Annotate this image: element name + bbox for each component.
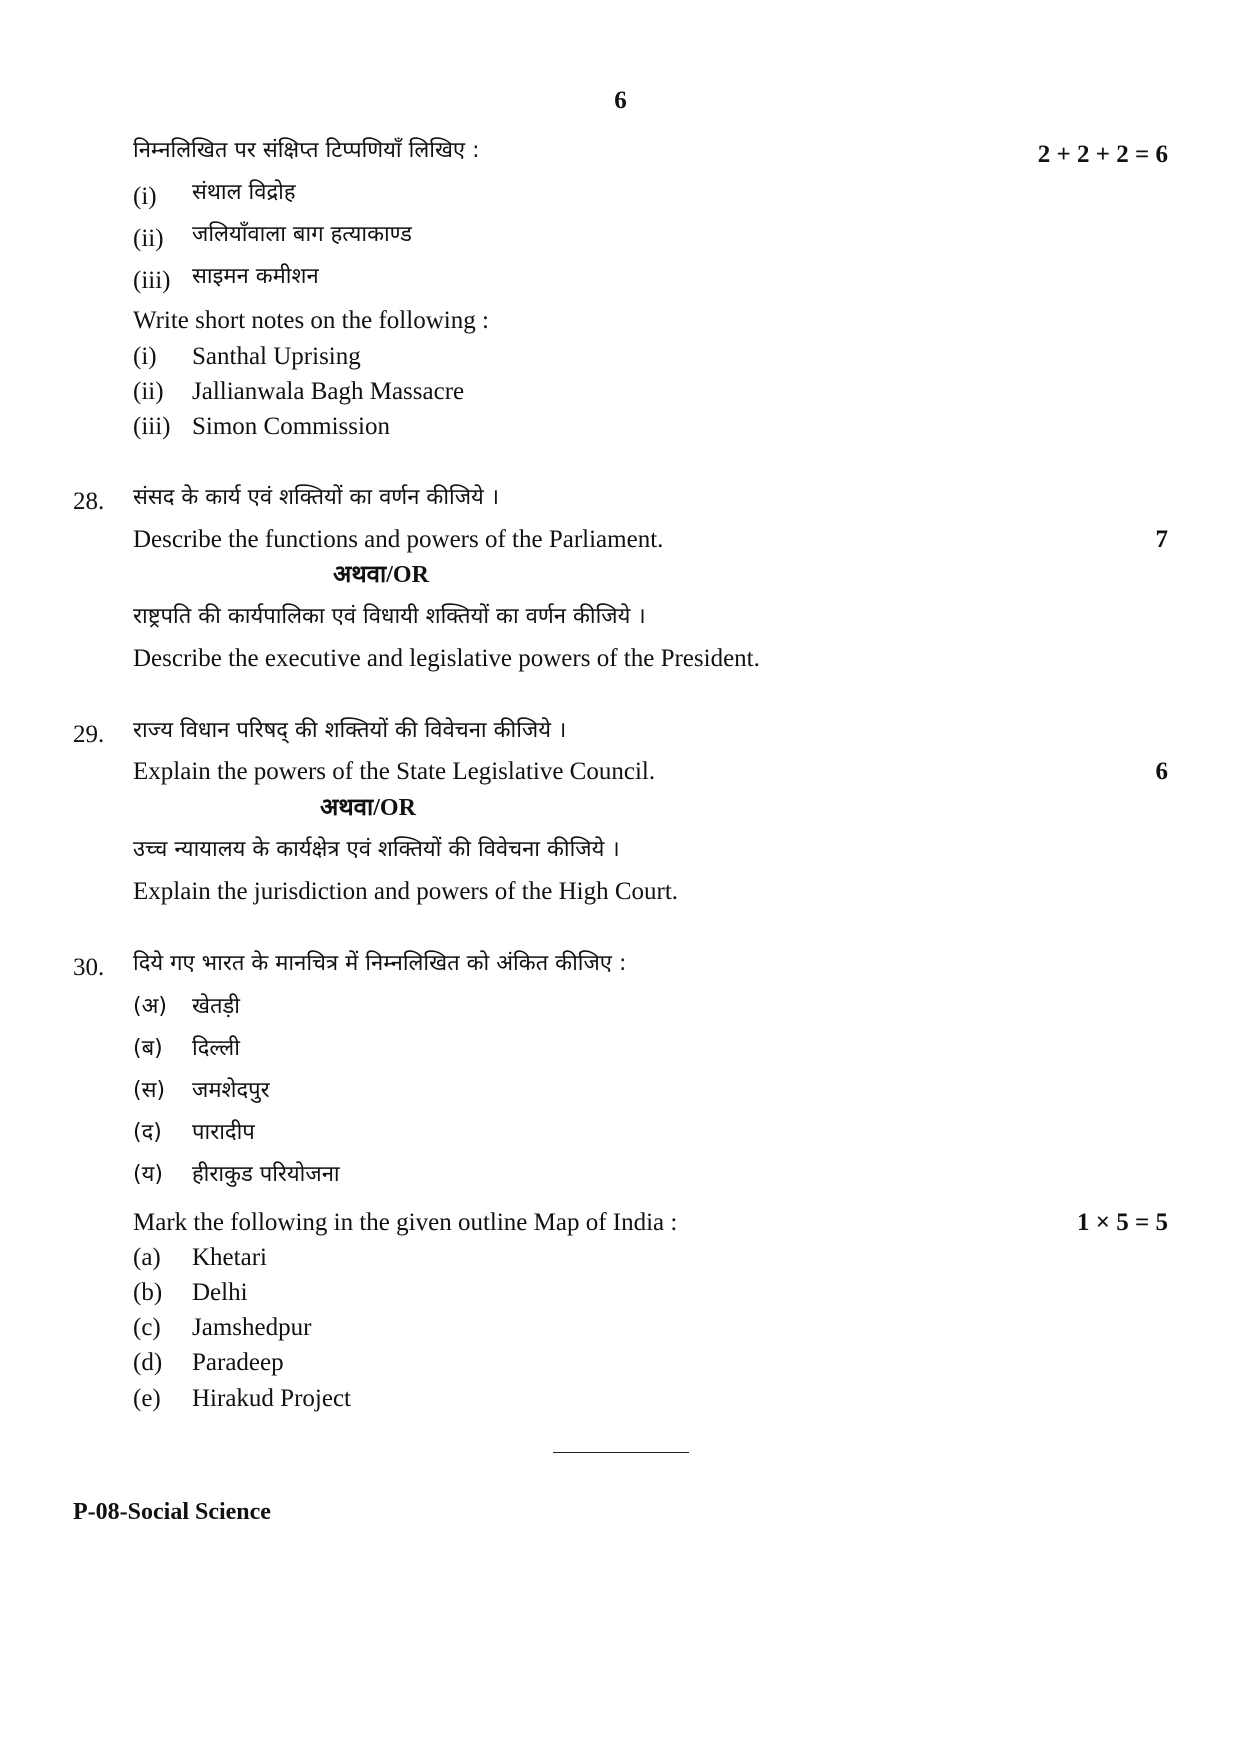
q30-hindi-item-2: दिल्ली	[192, 1036, 240, 1061]
q30-english-label-3: (c)	[133, 1314, 161, 1341]
q29-marks: 6	[1155, 758, 1168, 785]
q30-english-item-4: Paradeep	[192, 1349, 284, 1376]
q30-number: 30.	[73, 954, 105, 981]
q30-english-label-2: (b)	[133, 1279, 163, 1306]
q30-english-label-1: (a)	[133, 1244, 161, 1271]
q28-english-alt: Describe the executive and legislative powers of the President.	[133, 645, 760, 672]
q30-hindi-item-4: पारादीप	[192, 1120, 255, 1145]
q27-hindi-prompt: निम्नलिखित पर संक्षिप्त टिप्पणियाँ लिखिए :	[133, 138, 480, 163]
q27-hindi-item-1: संथाल विद्रोह	[192, 180, 296, 205]
q30-hindi-label-2: (ब)	[133, 1036, 163, 1061]
q30-marks: 1 × 5 = 5	[1077, 1209, 1168, 1236]
q28-hindi-alt: राष्ट्रपति की कार्यपालिका एवं विधायी शक्तियों का वर्णन कीजिये ।	[133, 604, 646, 629]
q27-hindi-label-1: (i)	[133, 183, 157, 210]
q28-marks: 7	[1155, 526, 1168, 553]
q30-hindi-label-5: (य)	[133, 1162, 163, 1187]
q29-number: 29.	[73, 721, 105, 748]
q30-english-label-5: (e)	[133, 1385, 161, 1412]
q28-hindi-question: संसद के कार्य एवं शक्तियों का वर्णन कीजिये ।	[133, 485, 500, 510]
q30-english-item-1: Khetari	[192, 1244, 267, 1271]
q30-english-label-4: (d)	[133, 1349, 163, 1376]
q27-hindi-label-3: (iii)	[133, 267, 171, 294]
q27-english-label-1: (i)	[133, 343, 157, 370]
q30-hindi-label-3: (स)	[133, 1078, 166, 1103]
q30-english-prompt: Mark the following in the given outline Map of India :	[133, 1209, 678, 1236]
q30-english-item-2: Delhi	[192, 1279, 248, 1306]
q27-english-label-3: (iii)	[133, 413, 171, 440]
footer-code: P-08-Social Science	[73, 1499, 271, 1525]
q30-english-item-3: Jamshedpur	[192, 1314, 312, 1341]
q28-english-question: Describe the functions and powers of the Parliament.	[133, 526, 664, 553]
q29-english-alt: Explain the jurisdiction and powers of the High Court.	[133, 878, 679, 905]
q29-english-question: Explain the powers of the State Legislative Council.	[133, 758, 656, 785]
q27-marks: 2 + 2 + 2 = 6	[1037, 141, 1168, 168]
q27-english-item-2: Jallianwala Bagh Massacre	[192, 378, 465, 405]
q30-hindi-prompt: दिये गए भारत के मानचित्र में निम्नलिखित को अंकित कीजिए :	[133, 951, 627, 976]
page-number: 6	[614, 87, 627, 114]
q30-hindi-item-5: हीराकुड परियोजना	[192, 1162, 340, 1187]
q27-hindi-item-3: साइमन कमीशन	[192, 264, 319, 289]
q30-english-item-5: Hirakud Project	[192, 1385, 351, 1412]
q27-english-label-2: (ii)	[133, 378, 164, 405]
q27-english-item-3: Simon Commission	[192, 413, 390, 440]
q29-hindi-question: राज्य विधान परिषद् की शक्तियों की विवेचना कीजिये ।	[133, 718, 567, 743]
q29-or-label: अथवा/OR	[320, 795, 416, 821]
q28-or-label: अथवा/OR	[333, 562, 429, 588]
q30-hindi-label-4: (द)	[133, 1120, 162, 1145]
q29-hindi-alt: उच्च न्यायालय के कार्यक्षेत्र एवं शक्तियों की विवेचना कीजिये ।	[133, 837, 620, 862]
q30-hindi-item-1: खेतड़ी	[192, 994, 241, 1019]
q30-hindi-item-3: जमशेदपुर	[192, 1078, 270, 1103]
q27-english-item-1: Santhal Uprising	[192, 343, 361, 370]
q27-hindi-item-2: जलियाँवाला बाग हत्याकाण्ड	[192, 222, 412, 247]
q27-english-prompt: Write short notes on the following :	[133, 307, 489, 334]
end-of-paper-rule	[553, 1452, 689, 1453]
q28-number: 28.	[73, 488, 105, 515]
q27-hindi-label-2: (ii)	[133, 225, 164, 252]
q30-hindi-label-1: (अ)	[133, 994, 167, 1019]
